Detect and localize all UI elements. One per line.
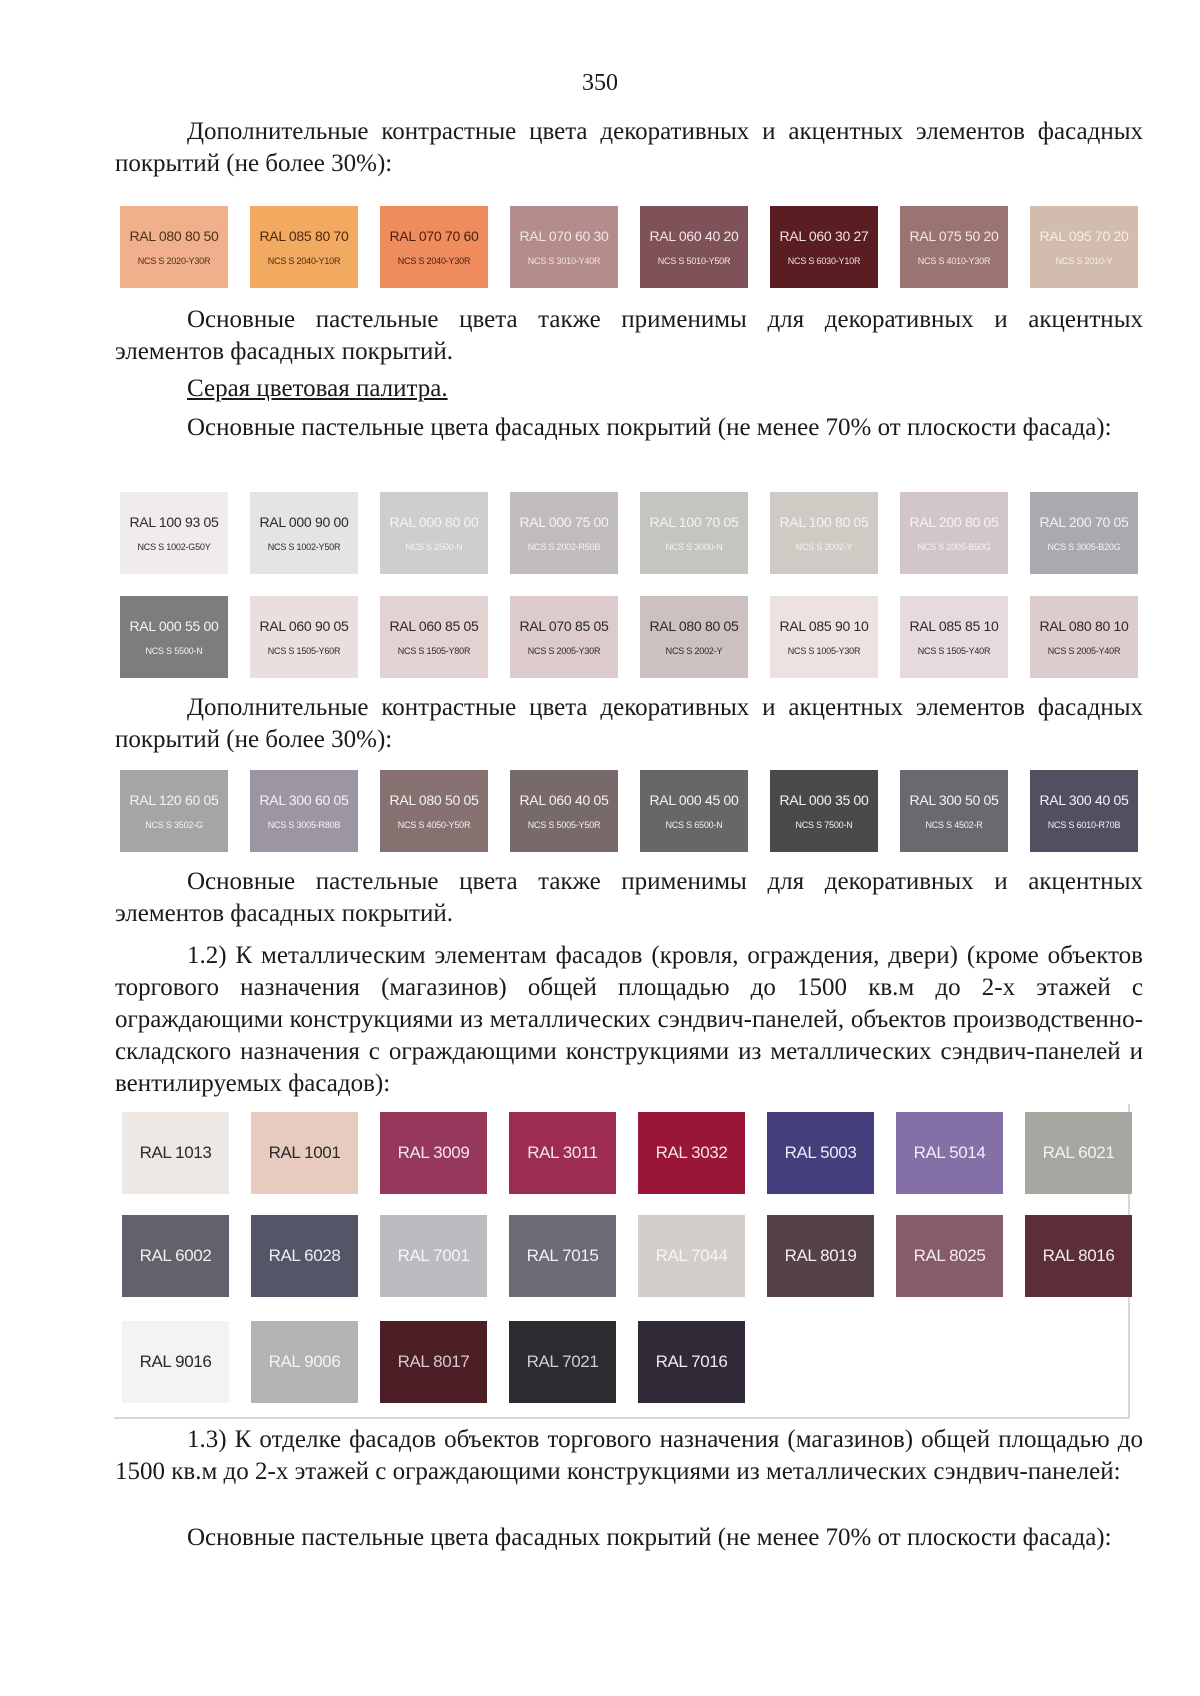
swatch-ncs-code: NCS S 2005-Y30R [527, 646, 601, 656]
swatch-ral-code: RAL 075 50 20 [909, 228, 999, 244]
swatch-ncs-code: NCS S 2010-Y [1055, 256, 1113, 266]
color-swatch [900, 596, 1008, 678]
paragraph-accent-colors: Дополнительные контрастные цвета декоративных и акцентных элементов фасадных покрытий (не более 30%): [115, 118, 1143, 177]
swatch-ral-code: RAL 080 80 05 [649, 618, 739, 634]
swatch-row-gray-main-1 [120, 492, 1138, 574]
metal-color-swatch: RAL 7021 [509, 1321, 616, 1403]
color-swatch [640, 492, 748, 574]
heading-gray-palette-text: Серая цветовая палитра. [187, 375, 448, 402]
swatch-ncs-code: NCS S 2002-R50B [527, 542, 601, 552]
swatch-ral-code: RAL 060 85 05 [389, 618, 479, 634]
swatch-ncs-code: NCS S 4010-Y30R [917, 256, 991, 266]
metal-row-3 [122, 1321, 745, 1403]
metal-color-swatch: RAL 3011 [509, 1112, 616, 1194]
color-swatch [250, 492, 358, 574]
color-swatch [640, 770, 748, 852]
color-swatch [250, 206, 358, 288]
swatch-ncs-code: NCS S 2002-Y [795, 542, 853, 552]
swatch-ncs-code: NCS S 6010-R70B [1047, 820, 1121, 830]
swatch-ncs-code: NCS S 2002-Y [665, 646, 723, 656]
swatch-row-gray-accent [120, 770, 1138, 852]
metal-color-swatch: RAL 8017 [380, 1321, 487, 1403]
swatch-ncs-code: NCS S 1505-Y40R [917, 646, 991, 656]
swatch-ral-code: RAL 095 70 20 [1039, 228, 1129, 244]
swatch-ncs-code: NCS S 5500-N [145, 646, 203, 656]
swatch-ncs-code: NCS S 5005-Y50R [527, 820, 601, 830]
color-swatch [120, 770, 228, 852]
metal-color-swatch: RAL 9006 [251, 1321, 358, 1403]
swatch-ncs-code: NCS S 3502-G [145, 820, 203, 830]
swatch-ral-code: RAL 200 70 05 [1039, 514, 1129, 530]
swatch-ral-code: RAL 000 90 00 [259, 514, 349, 530]
swatch-ral-code: RAL 100 70 05 [649, 514, 739, 530]
metal-color-swatch: RAL 8016 [1025, 1215, 1132, 1297]
color-swatch [1030, 206, 1138, 288]
swatch-ral-code: RAL 060 90 05 [259, 618, 349, 634]
swatch-ncs-code: NCS S 4050-Y50R [397, 820, 471, 830]
swatch-ral-code: RAL 000 75 00 [519, 514, 609, 530]
metal-color-swatch: RAL 5014 [896, 1112, 1003, 1194]
metal-color-swatch: RAL 9016 [122, 1321, 229, 1403]
color-swatch [380, 596, 488, 678]
color-swatch [770, 492, 878, 574]
metal-row-1 [122, 1112, 1132, 1194]
color-swatch [640, 596, 748, 678]
color-swatch [380, 492, 488, 574]
metal-color-swatch: RAL 5003 [767, 1112, 874, 1194]
swatch-ral-code: RAL 200 80 05 [909, 514, 999, 530]
swatch-ral-code: RAL 080 50 05 [389, 792, 479, 808]
metal-color-swatch: RAL 6021 [1025, 1112, 1132, 1194]
color-swatch [120, 596, 228, 678]
swatch-ral-code: RAL 070 70 60 [389, 228, 479, 244]
swatch-ral-code: RAL 100 80 05 [779, 514, 869, 530]
swatch-ral-code: RAL 000 55 00 [129, 618, 219, 634]
metal-color-swatch: RAL 6002 [122, 1215, 229, 1297]
swatch-ncs-code: NCS S 6030-Y10R [787, 256, 861, 266]
color-swatch [510, 206, 618, 288]
swatch-ncs-code: NCS S 1505-Y80R [397, 646, 471, 656]
metal-color-swatch: RAL 6028 [251, 1215, 358, 1297]
paragraph-gray-main: Основные пастельные цвета фасадных покрытий (не менее 70% от плоскости фасада): [187, 414, 1112, 441]
color-swatch [380, 206, 488, 288]
metal-color-swatch: RAL 3009 [380, 1112, 487, 1194]
color-swatch [640, 206, 748, 288]
swatch-ral-code: RAL 000 35 00 [779, 792, 869, 808]
swatch-ncs-code: NCS S 3005-R80B [267, 820, 341, 830]
color-swatch [900, 492, 1008, 574]
color-swatch [510, 596, 618, 678]
paragraph-gray-accent: Дополнительные контрастные цвета декоративных и акцентных элементов фасадных покрытий (не более 30%): [115, 694, 1143, 753]
swatch-ral-code: RAL 300 40 05 [1039, 792, 1129, 808]
swatch-ncs-code: NCS S 1505-Y60R [267, 646, 341, 656]
swatch-ral-code: RAL 085 80 70 [259, 228, 349, 244]
color-swatch [770, 770, 878, 852]
metal-color-swatch: RAL 7001 [380, 1215, 487, 1297]
swatch-ncs-code: NCS S 1002-G50Y [137, 542, 211, 552]
metal-color-swatch: RAL 7016 [638, 1321, 745, 1403]
swatch-ral-code: RAL 100 93 05 [129, 514, 219, 530]
swatch-ncs-code: NCS S 3005-B20G [1047, 542, 1121, 552]
metal-color-swatch: RAL 8025 [896, 1215, 1003, 1297]
color-swatch [250, 770, 358, 852]
color-swatch [1030, 770, 1138, 852]
swatch-ncs-code: NCS S 4502-R [925, 820, 983, 830]
swatch-ral-code: RAL 300 60 05 [259, 792, 349, 808]
color-swatch [120, 206, 228, 288]
swatch-ral-code: RAL 070 85 05 [519, 618, 609, 634]
swatch-ncs-code: NCS S 2040-Y30R [397, 256, 471, 266]
metal-color-swatch: RAL 3032 [638, 1112, 745, 1194]
color-swatch [770, 206, 878, 288]
swatch-ral-code: RAL 085 85 10 [909, 618, 999, 634]
metal-color-swatch: RAL 1013 [122, 1112, 229, 1194]
swatch-ral-code: RAL 000 45 00 [649, 792, 739, 808]
color-swatch [900, 206, 1008, 288]
swatch-ncs-code: NCS S 1002-Y50R [267, 542, 341, 552]
swatch-ncs-code: NCS S 1005-Y30R [787, 646, 861, 656]
paragraph-metal-elements: 1.2) К металлическим элементам фасадов (кровля, ограждения, двери) (кроме объектов торгового назначения (магазинов) общей площадью до 1500 кв.м до 2-х этажей с ограждающими конструкциями из металлических сэндвич-панелей, объектов производственно-складского назначения с ограждающими конструкциями из металлических сэндвич-панелей и вентилируемых фасадов): [115, 942, 1143, 1097]
color-swatch [1030, 492, 1138, 574]
swatch-ral-code: RAL 120 60 05 [129, 792, 219, 808]
swatch-ral-code: RAL 080 80 10 [1039, 618, 1129, 634]
swatch-ncs-code: NCS S 7500-N [795, 820, 853, 830]
swatch-ral-code: RAL 000 80 00 [389, 514, 479, 530]
metal-color-swatch: RAL 7044 [638, 1215, 745, 1297]
color-swatch [380, 770, 488, 852]
swatch-ral-code: RAL 060 40 20 [649, 228, 739, 244]
metal-color-swatch: RAL 8019 [767, 1215, 874, 1297]
paragraph-pastel-applicable-2: Основные пастельные цвета также применимы для декоративных и акцентных элементов фасадных покрытий. [115, 868, 1143, 927]
swatch-ncs-code: NCS S 6500-N [665, 820, 723, 830]
swatch-ncs-code: NCS S 3010-Y40R [527, 256, 601, 266]
color-swatch [770, 596, 878, 678]
metal-color-swatch: RAL 1001 [251, 1112, 358, 1194]
metal-row-2 [122, 1215, 1132, 1297]
color-swatch [510, 492, 618, 574]
metal-color-swatch: RAL 7015 [509, 1215, 616, 1297]
color-swatch [120, 492, 228, 574]
swatch-ral-code: RAL 080 80 50 [129, 228, 219, 244]
page-number: 350 [582, 70, 618, 96]
swatch-row-gray-main-2 [120, 596, 1138, 678]
swatch-ral-code: RAL 070 60 30 [519, 228, 609, 244]
swatch-ncs-code: NCS S 3000-N [665, 542, 723, 552]
paragraph-retail-main: Основные пастельные цвета фасадных покрытий (не менее 70% от плоскости фасада): [187, 1524, 1112, 1551]
swatch-ncs-code: NCS S 2020-Y30R [137, 256, 211, 266]
swatch-ncs-code: NCS S 5010-Y50R [657, 256, 731, 266]
swatch-ncs-code: NCS S 2500-N [405, 542, 463, 552]
swatch-ral-code: RAL 085 90 10 [779, 618, 869, 634]
swatch-ral-code: RAL 060 40 05 [519, 792, 609, 808]
color-swatch [900, 770, 1008, 852]
paragraph-pastel-applicable: Основные пастельные цвета также применимы для декоративных и акцентных элементов фасадных покрытий. [115, 306, 1143, 365]
color-swatch [510, 770, 618, 852]
paragraph-retail-facades: 1.3) К отделке фасадов объектов торгового назначения (магазинов) общей площадью до 1500 кв.м до 2-х этажей с ограждающими конструкциями из металлических сэндвич-панелей: [115, 1426, 1143, 1485]
heading-gray-palette [115, 373, 1143, 405]
swatch-ral-code: RAL 300 50 05 [909, 792, 999, 808]
color-swatch [1030, 596, 1138, 678]
swatch-row-accent [120, 206, 1138, 288]
swatch-ncs-code: NCS S 2040-Y10R [267, 256, 341, 266]
swatch-ral-code: RAL 060 30 27 [779, 228, 869, 244]
swatch-ncs-code: NCS S 2005-B50G [917, 542, 991, 552]
color-swatch [250, 596, 358, 678]
swatch-ncs-code: NCS S 2005-Y40R [1047, 646, 1121, 656]
